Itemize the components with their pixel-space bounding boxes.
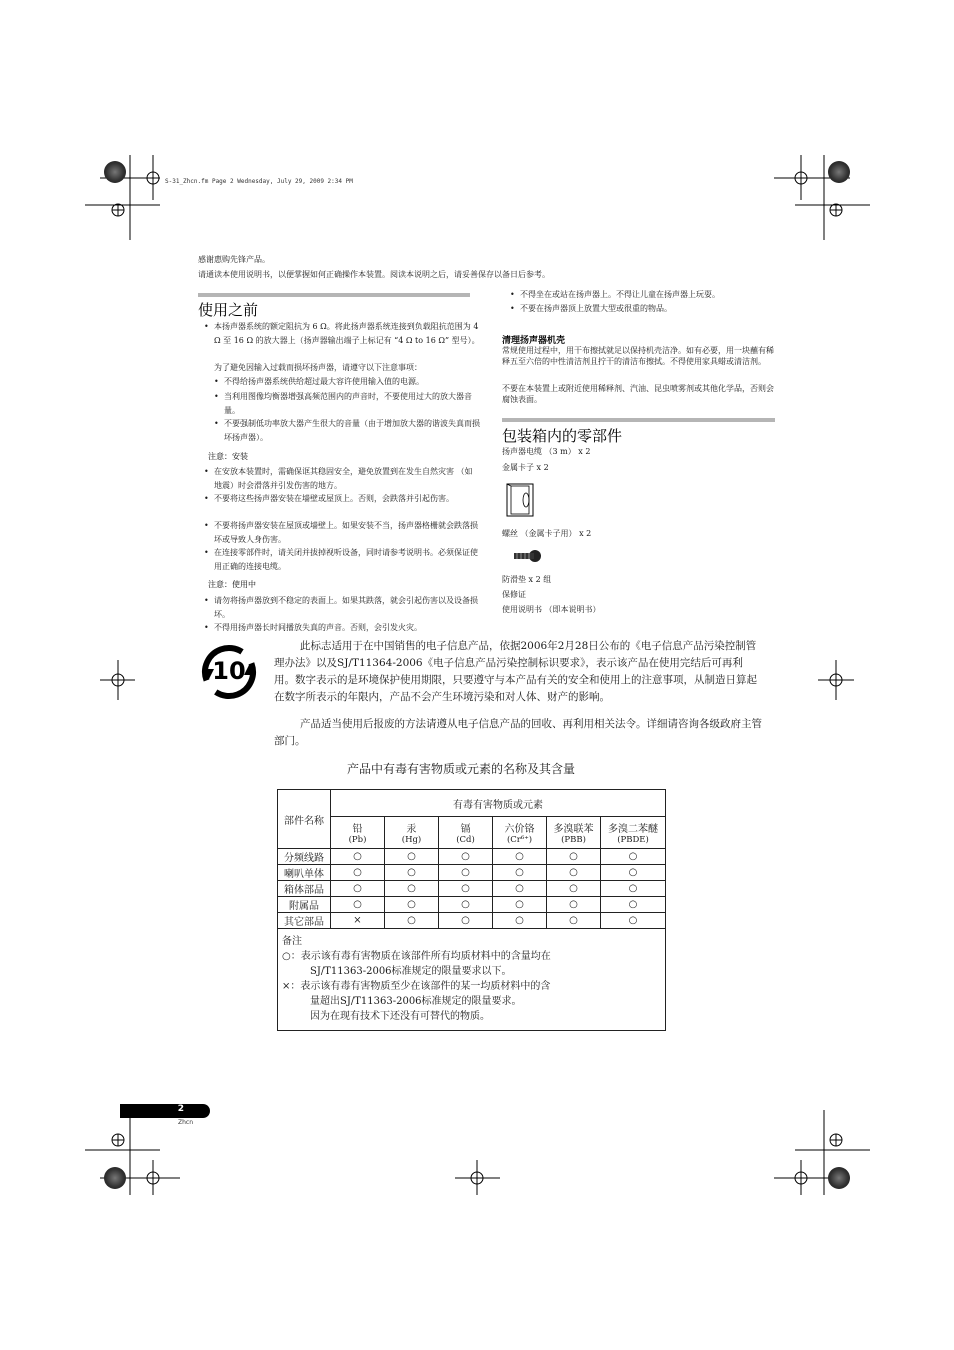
cell: ○: [601, 897, 666, 913]
protect-item-2: • 当利用图像均衡器增强高频范围内的声音时，不要使用过大的放大器音量。: [214, 390, 480, 417]
col-name: 多溴联苯: [553, 824, 594, 835]
note-1b: SJ/T11363-2006标准规定的限量要求以下。: [310, 966, 512, 977]
col-name: 镉: [460, 824, 471, 835]
cell: ○: [385, 897, 439, 913]
part-item-clip: 金属卡子 x 2: [502, 463, 549, 472]
install-item-3: • 不要将扬声器安装在屋顶或墙壁上。如果安装不当，扬声器格栅就会跌落损坏或导致人身伤害。: [204, 519, 480, 546]
part-item-cable: 扬声器电缆 （3 m） x 2: [502, 447, 591, 456]
epup-paragraph-2: 产品适当使用后报废的方法请遵从电子信息产品的回收、再利用相关法令。详细请咨询各级政府主管部门。: [274, 718, 762, 747]
protect-item-3: • 不要强制低功率放大器产生很大的音量（由于增加放大器的谐波失真而损坏扬声器）。: [214, 417, 480, 444]
col-symbol: (PBB): [561, 835, 586, 845]
right-item-1: • 不得坐在或站在扬声器上。不得让儿童在扬声器上玩耍。: [510, 288, 785, 302]
section-title-parts: 包装箱内的零部件: [502, 427, 623, 445]
cell: ○: [547, 849, 601, 865]
hazardous-substances-table: [277, 789, 666, 1031]
section-bar-parts: [502, 418, 775, 422]
table-row: [278, 849, 666, 865]
note-2a: ×：表示该有毒有害物质至少在该部件的某一均质材料中的含: [282, 981, 551, 992]
cell: ○: [331, 849, 385, 865]
cell: ○: [547, 913, 601, 929]
cell: ○: [439, 865, 493, 881]
caution-use-heading: 注意：使用中: [208, 580, 256, 589]
row-part: 附属品: [278, 897, 331, 913]
cleaning-heading: 清理扬声器机壳: [502, 336, 566, 346]
col-header-pb: [331, 817, 385, 849]
cell: ○: [385, 881, 439, 897]
note-2c: 因为在现有技术下还没有可替代的物质。: [310, 1011, 490, 1022]
part-item-warranty: 保修证: [502, 590, 526, 599]
col-header-hg: [385, 817, 439, 849]
install-item-1: • 在安放本装置时，需确保诓其稳固安全，避免放置到在发生自然灾害 （如地震）时会滑落并引发伤害的地方。: [204, 465, 480, 492]
cell: ○: [493, 897, 547, 913]
table-group-header: 有毒有害物质或元素: [331, 790, 666, 817]
cell: ○: [601, 913, 666, 929]
table-row: [278, 913, 666, 929]
col-header-pbde: [601, 817, 666, 849]
col-header-pbb: [547, 817, 601, 849]
col-name: 汞: [406, 824, 417, 835]
registration-target-bottom-left: [104, 1167, 126, 1189]
cleaning-paragraph-2: 不要在本装置上或附近使用稀释剂、汽油、昆虫喷雾剂或其他化学品，否则会腐蚀表面。: [502, 384, 774, 404]
install-item-4: • 在连接零部件时，请关闭并拔掉视听设备，同时请参考说明书。必须保证使用正确的连接电缆。: [204, 546, 480, 573]
registration-target-top-right: [828, 161, 850, 183]
registration-target-bottom-right: [828, 1167, 850, 1189]
part-item-pads: 防滑垫 x 2 组: [502, 575, 552, 584]
registration-target-top-left: [104, 161, 126, 183]
page-number-tab: [120, 1104, 210, 1118]
table-caption: 产品中有毒有害物质或元素的名称及其含量: [347, 762, 576, 776]
language-code: Zhcn: [178, 1119, 194, 1126]
screw-illustration: [512, 549, 542, 563]
col-name: 铅: [352, 824, 363, 835]
table-row: [278, 881, 666, 897]
metal-clip-illustration: [504, 480, 536, 520]
protect-intro: 为了避免因输入过载而损坏扬声器，请遵守以下注意事项：: [214, 363, 422, 372]
cell: ○: [601, 849, 666, 865]
file-info-header: S-31_Zhcn.fm Page 2 Wednesday, July 29, 2009 2:34 PM: [165, 178, 353, 185]
intro-line-1: 感谢惠购先锋产品。: [198, 255, 270, 264]
table-corner-header: 部件名称: [278, 790, 331, 849]
install-item-2: • 不要将这些扬声器安装在墙壁或屋顶上。否则，会跌落并引起伤害。: [204, 492, 480, 506]
row-part: 喇叭单体: [278, 865, 331, 881]
use-item-1: • 请勿将扬声器放到不稳定的表面上。如果其跌落，就会引起伤害以及设备损坏。: [204, 594, 480, 621]
cell: ○: [331, 881, 385, 897]
col-name: 多溴二苯醚: [608, 824, 658, 835]
page-number: 2: [177, 1104, 184, 1114]
caution-install-heading: 注意：安装: [208, 452, 248, 461]
col-symbol: (Cd): [456, 835, 475, 845]
cell: ○: [331, 897, 385, 913]
col-symbol: (Cr⁶⁺): [506, 835, 533, 845]
cell: ○: [439, 849, 493, 865]
epup-logo-number: 10: [212, 657, 246, 685]
note-1a: ○：表示该有毒有害物质在该部件所有均质材料中的含量均在: [282, 951, 551, 962]
right-item-2: • 不要在扬声器顶上放置大型或很重的物品。: [510, 302, 785, 316]
section-title-before-use: 使用之前: [198, 301, 259, 319]
cell: ○: [385, 913, 439, 929]
col-name: 六价铬: [504, 824, 535, 835]
bullet-impedance: • 本扬声器系统的额定阻抗为 6 Ω。将此扬声器系统连接到负载阻抗范围为 4 Ω 至 16 Ω 的放大器上（扬声器输出端子上标记有 “4 Ω to 16 Ω” 型号）。: [204, 320, 480, 347]
col-header-cd: [439, 817, 493, 849]
table-row: [278, 865, 666, 881]
section-bar-before-use: [198, 293, 470, 297]
cleaning-paragraph-1: 常规使用过程中，用干布擦拭就足以保持机壳洁净。如有必要，用一块蘸有稀释五至六倍的中性清洁剂且拧干的清洁布擦拭。不得使用家具蜡或清洁剂。: [502, 346, 774, 366]
cell: ○: [601, 881, 666, 897]
notes-title: 备注: [282, 936, 302, 947]
use-item-2: • 不得用扬声器长时间播放失真的声音。否则，会引发火灾。: [204, 621, 480, 635]
col-symbol: (Hg): [401, 835, 422, 845]
intro-line-2: 请通读本使用说明书，以便掌握如何正确操作本装置。阅读本说明之后，请妥善保存以备日后参考。: [198, 270, 550, 279]
cell: ○: [493, 913, 547, 929]
row-part: 分频线路: [278, 849, 331, 865]
col-symbol: (PBDE): [617, 835, 649, 845]
cell: ○: [439, 913, 493, 929]
note-2b: 量超出SJ/T11363-2006标准规定的限量要求。: [310, 996, 522, 1007]
cell: ○: [439, 881, 493, 897]
part-item-manual: 使用说明书 （即本说明书）: [502, 605, 601, 614]
cell: ○: [547, 897, 601, 913]
cell: ○: [547, 881, 601, 897]
table-row: [278, 897, 666, 913]
cell: ○: [439, 897, 493, 913]
cell: ×: [331, 913, 385, 929]
row-part: 箱体部品: [278, 881, 331, 897]
col-symbol: (Pb): [348, 835, 367, 845]
cell: ○: [493, 881, 547, 897]
table-notes-row: [278, 929, 666, 1031]
cell: ○: [601, 865, 666, 881]
epup-paragraph-1: 此标志适用于在中国销售的电子信息产品，依据2006年2月28日公布的《电子信息产品污染控制管理办法》以及SJ/T11364-2006《电子信息产品污染控制标识要求》，表示该产品在使用完结后可再利用。数字表示的是环境保护使用期限，只要遵守与本产品有关的安全和使用上的注意事项，从制造日算起在数字所表示的年限内，产品不会产生环境污染和对人体、财产的影响。: [274, 640, 757, 703]
col-header-cr6: [493, 817, 547, 849]
cell: ○: [547, 865, 601, 881]
row-part: 其它部品: [278, 913, 331, 929]
cell: ○: [493, 865, 547, 881]
part-item-screw: 螺丝 （金属卡子用） x 2: [502, 529, 592, 538]
cell: ○: [331, 865, 385, 881]
cell: ○: [385, 865, 439, 881]
cell: ○: [493, 849, 547, 865]
cell: ○: [385, 849, 439, 865]
protect-item-1: • 不得给扬声器系统供给超过最大容许使用输入值的电源。: [214, 375, 480, 389]
